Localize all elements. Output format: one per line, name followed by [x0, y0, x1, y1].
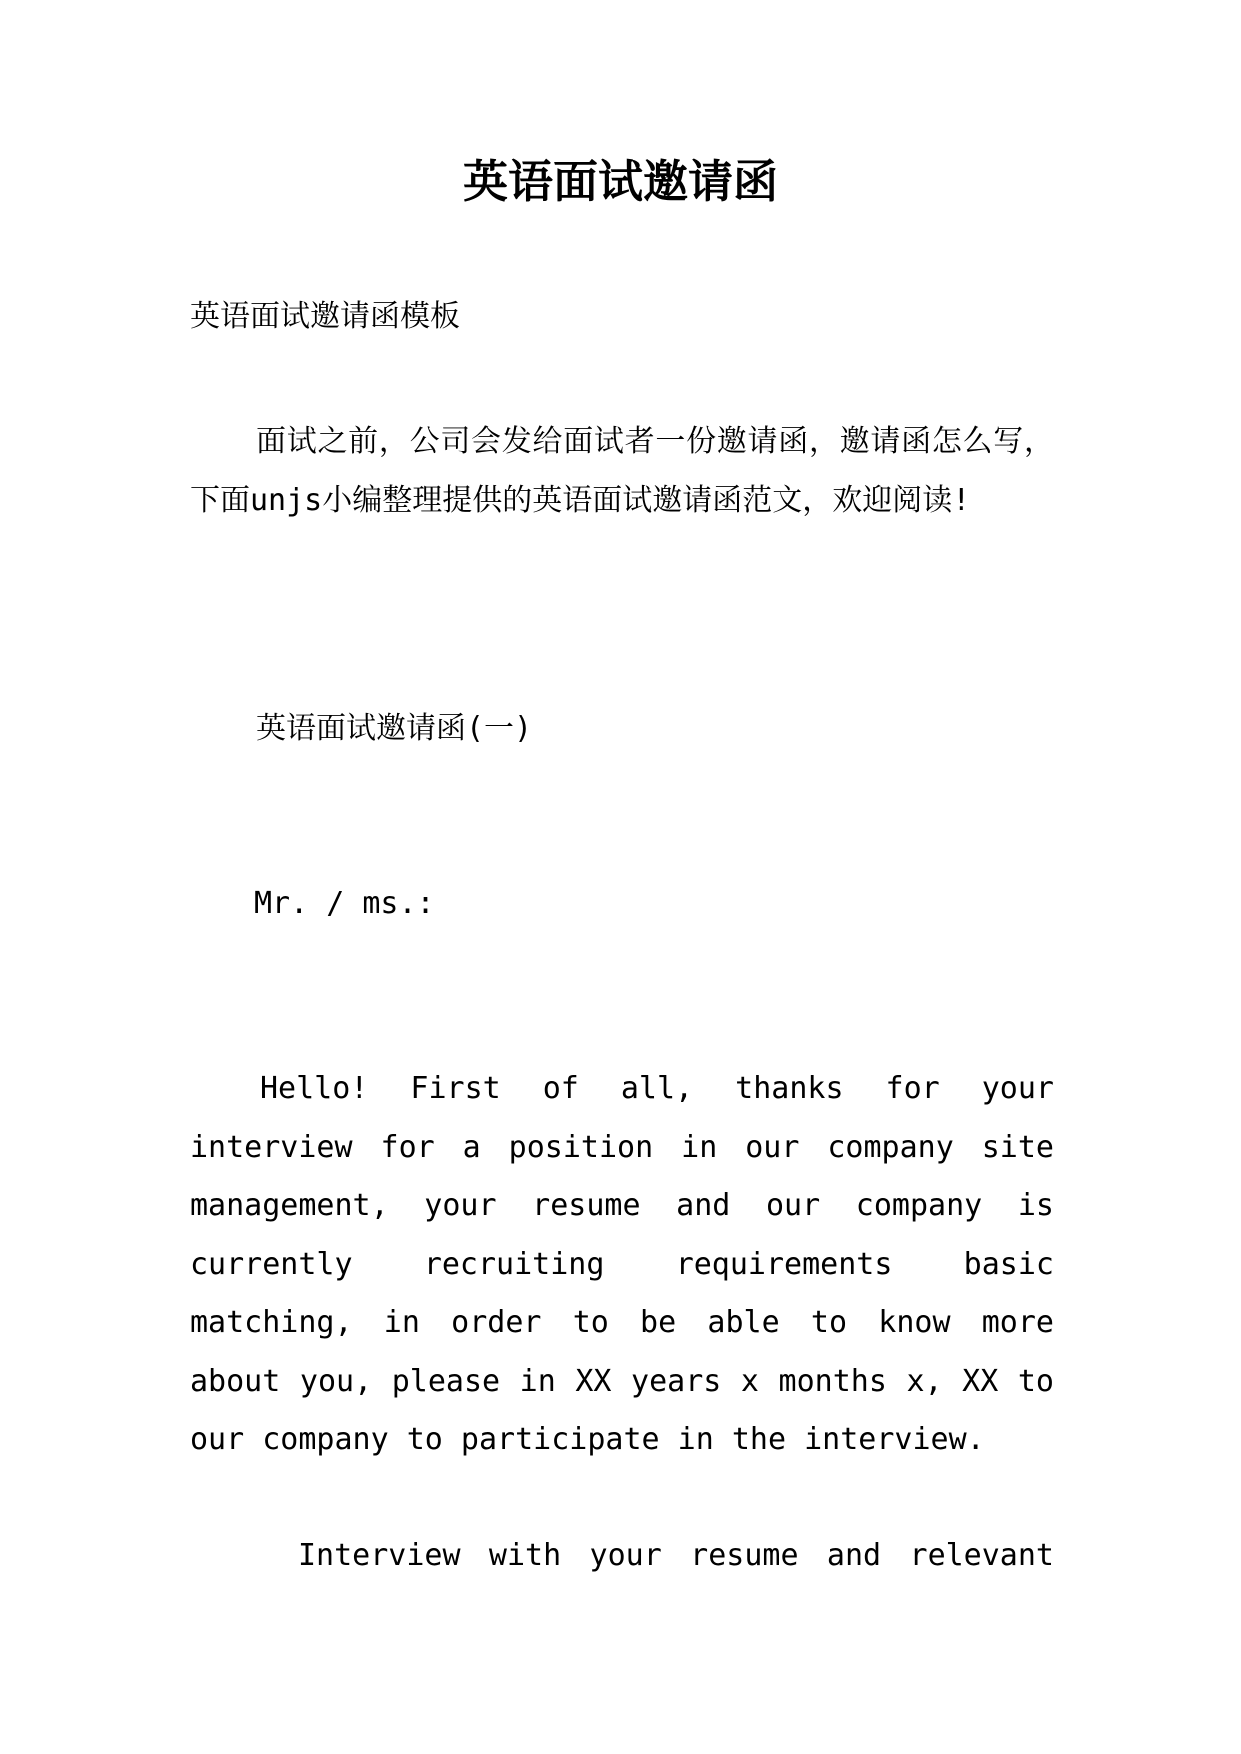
document-subtitle: 英语面试邀请函模板	[190, 299, 460, 334]
salutation: Mr. / ms.:	[254, 886, 435, 921]
section-title: 英语面试邀请函(一)	[256, 711, 533, 746]
body-paragraph-1: Hello! First of all, thanks for your interview for a position in our company site management, your resume and our company is currently recruiting requirements basic matching, in order to be able to know more about you, please in XX years x months x, XX to our company to participate in the interview.	[190, 1071, 1054, 1457]
intro-paragraph: 面试之前，公司会发给面试者一份邀请函，邀请函怎么写，下面unjs小编整理提供的英语面试邀请函范文，欢迎阅读!	[190, 424, 1054, 518]
document-title: 英语面试邀请函	[462, 155, 778, 208]
body-paragraph-2: Interview with your resume and relevant	[298, 1538, 1054, 1573]
